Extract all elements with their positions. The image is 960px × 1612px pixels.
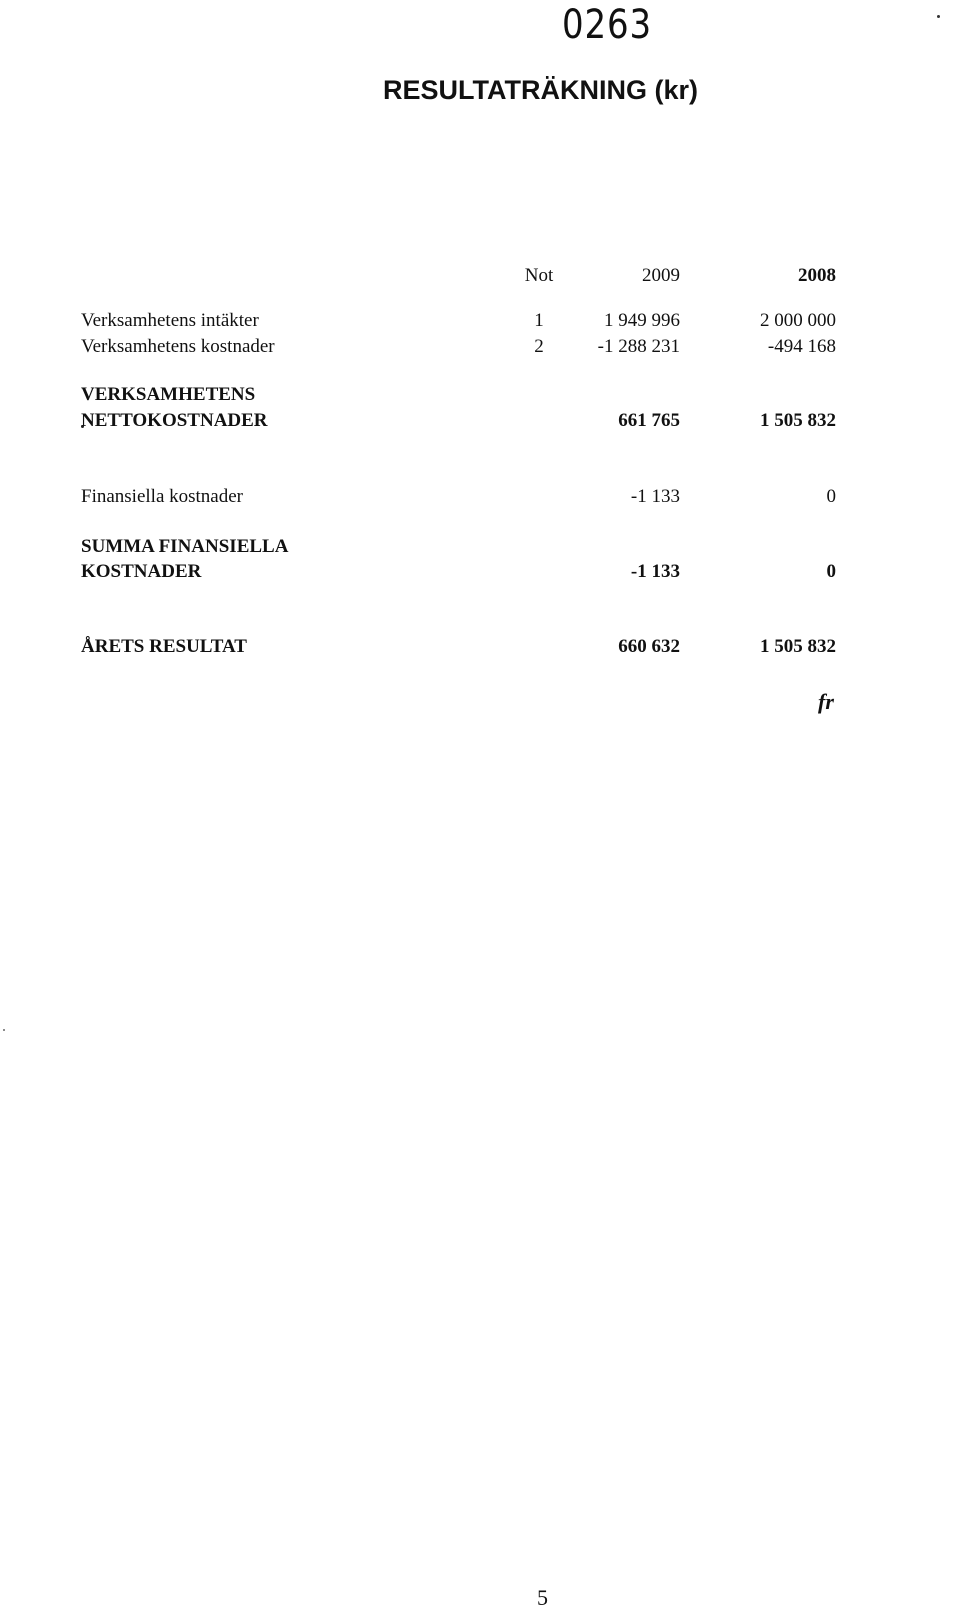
row-label-financial-costs: Finansiella kostnader xyxy=(81,486,243,507)
header-note: Not xyxy=(524,265,554,286)
row-2009-operating-income: 1 949 996 xyxy=(604,310,680,331)
row-label-net-operating-costs-line2: NETTOKOSTNADER xyxy=(81,410,268,431)
page-title: RESULTATRÄKNING (kr) xyxy=(383,75,698,105)
row-2008-annual-result: 1 505 832 xyxy=(760,636,836,657)
row-2008-operating-income: 2 000 000 xyxy=(760,310,836,331)
row-2009-total-financial-costs: -1 133 xyxy=(630,561,680,582)
row-2009-annual-result: 660 632 xyxy=(618,636,680,657)
handwritten-initials: fr xyxy=(818,689,834,714)
row-2008-operating-costs: -494 168 xyxy=(767,336,836,357)
page-number: 5 xyxy=(537,1585,548,1610)
header-2008: 2008 xyxy=(798,265,836,286)
document-stamp-number: 0263 xyxy=(562,2,652,48)
row-label-annual-result: ÅRETS RESULTAT xyxy=(81,636,247,657)
row-2009-operating-costs: -1 288 231 xyxy=(597,336,680,357)
header-2009: 2009 xyxy=(642,265,680,286)
row-label-total-financial-costs-line2: KOSTNADER xyxy=(81,561,202,582)
scan-speck xyxy=(3,1029,5,1031)
scan-speck xyxy=(937,15,940,18)
row-note-operating-costs: 2 xyxy=(534,336,544,357)
row-note-operating-income: 1 xyxy=(534,310,544,331)
row-2008-net-operating-costs: 1 505 832 xyxy=(760,410,836,431)
row-label-net-operating-costs: VERKSAMHETENS xyxy=(81,384,256,405)
row-2009-net-operating-costs: 661 765 xyxy=(618,410,680,431)
row-label-operating-costs: Verksamhetens kostnader xyxy=(81,336,275,357)
row-label-operating-income: Verksamhetens intäkter xyxy=(81,310,259,331)
row-2008-financial-costs: 0 xyxy=(826,486,836,507)
row-label-total-financial-costs: SUMMA FINANSIELLA xyxy=(81,536,289,557)
row-2008-total-financial-costs: 0 xyxy=(826,561,836,582)
row-2009-financial-costs: -1 133 xyxy=(630,486,680,507)
